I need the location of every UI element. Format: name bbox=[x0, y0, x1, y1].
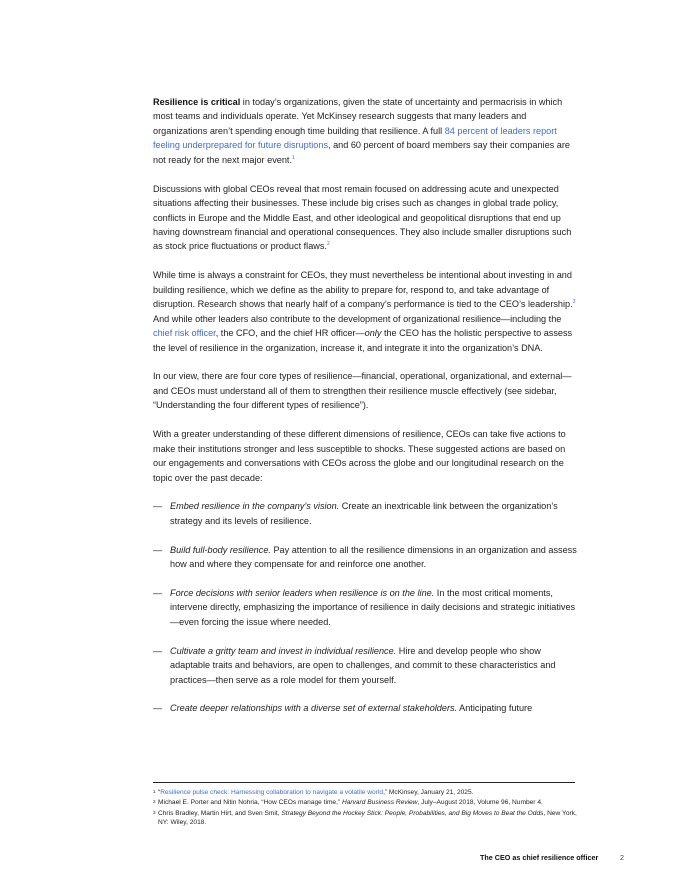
emphasis-only: only bbox=[364, 328, 382, 339]
paragraph-3: While time is always a constraint for CEOs, they must nevertheless be intentional about investing in and building resilience, which we define as the ability to prepare for, respond to, and take advantage of disruption. Research shows that nearly half of a company’s performance is tied to the CEO’s leadership.$^3$ And while other leaders also contribute to the development of organizational resilience—including the chief risk officer, the CFO, and the chief HR officer—only the CEO has the holistic perspective to assess the level of resilience in the organization, increase it, and integrate it into the organization’s DNA. bbox=[153, 270, 576, 353]
footnote-link[interactable]: Resilience pulse check: Harnessing collaboration to navigate a volatile world bbox=[160, 789, 384, 796]
action-heading: Embed resilience in the company’s vision. bbox=[170, 501, 340, 512]
footnote-publication: Harvard Business Review bbox=[341, 799, 418, 807]
action-heading: Force decisions with senior leaders when resilience is on the line. bbox=[170, 587, 435, 598]
footnote-number: 3 bbox=[153, 809, 156, 815]
footnote-item: 3 Chris Bradley, Martin Hirt, and Sven Smit, Strategy Beyond the Hockey Stick: People, Probabilities, and Big Moves to Beat the Odds, New York, NY: Wiley, 2018. bbox=[153, 809, 577, 826]
paragraph-4: In our view, there are four core types of resilience—financial, operational, organizational, and external—and CEOs must understand all of them to strengthen their resilience muscle effectively (see sidebar, “Understanding the four different types of resilience”). bbox=[153, 371, 572, 411]
article-body bbox=[153, 95, 578, 730]
page-number: 2 bbox=[620, 853, 624, 862]
action-list-item: — Force decisions with senior leaders when resilience is on the line. In the most critical moments, intervene directly, emphasizing the importance of resilience in daily decisions and strategic initiatives—even forcing the issue where needed. bbox=[153, 587, 576, 627]
action-heading: Cultivate a gritty team and invest in individual resilience. bbox=[170, 645, 397, 656]
footnote-ref-2[interactable]: 2 bbox=[326, 241, 330, 248]
running-title: The CEO as chief resilience officer bbox=[480, 853, 599, 862]
inline-link-underprepared[interactable]: 84 percent of leaders report feeling underprepared for future disruptions bbox=[153, 125, 557, 151]
footnote-book-title: Strategy Beyond the Hockey Stick: People, Probabilities, and Big Moves to Beat the Odds bbox=[281, 809, 544, 817]
paragraph-2: Discussions with global CEOs reveal that most remain focused on addressing acute and unexpected situations affecting their businesses. These include big crises such as changes in global trade policy, conflicts in Europe and the Middle East, and other ideological and geopolitical disruptions that end up having downstream financial and operational consequences. They also include smaller disruptions such as stock price fluctuations or product flaws.$^2$ bbox=[153, 183, 572, 252]
action-list-item: — Build full-body resilience. Pay attention to all the resilience dimensions in an organization and assess how and where they compensate for and reinforce one another. bbox=[153, 544, 577, 570]
footnote-divider bbox=[153, 782, 575, 783]
action-heading: Create deeper relationships with a diverse set of external stakeholders. bbox=[170, 703, 458, 714]
paragraph-1: Resilience is critical in today’s organizations, given the state of uncertainty and permacrisis in which most teams and individuals operate. Yet McKinsey research suggests that many leaders and organizations aren’t spending enough time building that resilience. A full 84 percent of leaders report feeling underprepared for future disruptions, and 60 percent of board members say their companies are not ready for the next major event.$^1$ bbox=[153, 97, 570, 165]
footnote-item: 2 Michael E. Porter and Nitin Nohria, “How CEOs manage time,” Harvard Business Review, July–August 2018, Volume 96, Number 4. bbox=[153, 799, 543, 807]
lead-in-bold: Resilience is critical bbox=[153, 97, 241, 107]
footnote-ref-3[interactable]: 3 bbox=[572, 299, 576, 306]
action-list-item: — Embed resilience in the company’s vision. Create an inextricable link between the organization’s strategy and its levels of resilience. bbox=[153, 501, 558, 526]
action-heading: Build full-body resilience. bbox=[170, 544, 271, 555]
footnote-number: 1 bbox=[153, 789, 156, 794]
em-dash-marker: — bbox=[153, 501, 163, 512]
em-dash-marker: — bbox=[153, 587, 163, 598]
action-list-item: — Cultivate a gritty team and invest in individual resilience. Hire and develop people who show adaptable traits and behaviors, are open to challenges, and commit to these characteristics and practices—then serve as a role model for them yourself. bbox=[153, 645, 556, 685]
em-dash-marker: — bbox=[153, 703, 163, 714]
em-dash-marker: — bbox=[153, 645, 163, 656]
footnote-ref-1[interactable]: 1 bbox=[291, 154, 295, 161]
inline-link-chief-risk-officer[interactable]: chief risk officer bbox=[153, 328, 216, 339]
footnotes bbox=[153, 788, 578, 828]
em-dash-marker: — bbox=[153, 544, 163, 555]
paragraph-5: With a greater understanding of these different dimensions of resilience, CEOs can take five actions to make their institutions stronger and less susceptible to shocks. These suggested actions are based on our engagements and conversations with CEOs across the globe and our longitudinal research on the topic over the past decade: bbox=[153, 429, 566, 483]
action-list-item: — Create deeper relationships with a diverse set of external stakeholders. Anticipating future bbox=[153, 701, 578, 715]
footnote-number: 2 bbox=[153, 799, 156, 805]
footnote-item: 1 “Resilience pulse check: Harnessing collaboration to navigate a volatile world,” McKinsey, January 21, 2025. bbox=[153, 789, 474, 796]
